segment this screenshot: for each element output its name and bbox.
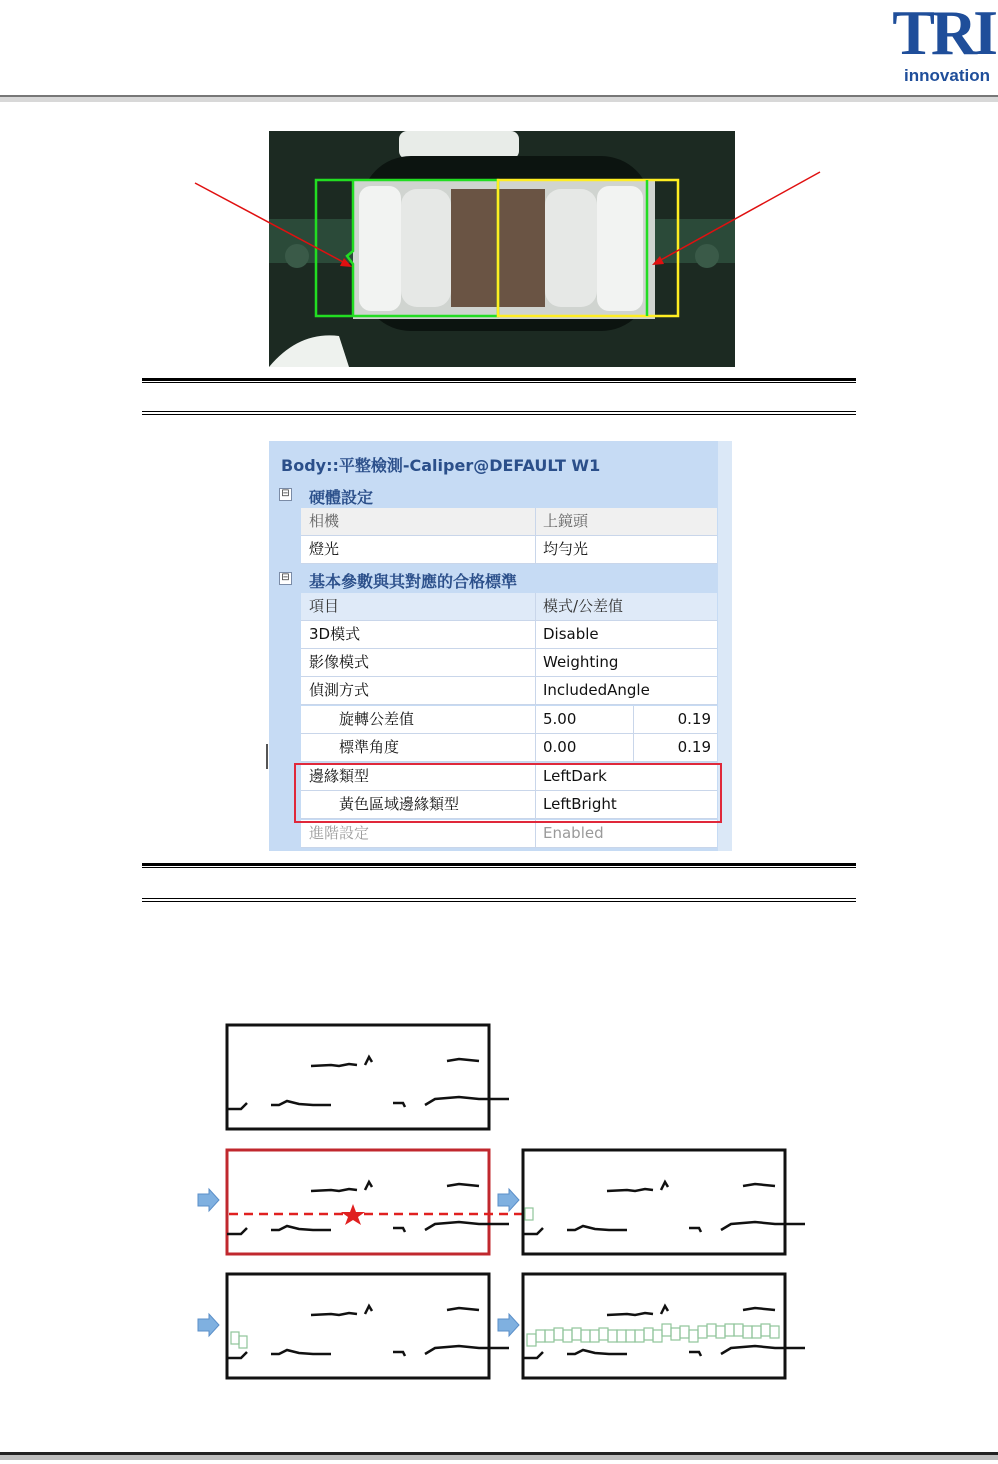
edge-scan-diagram	[195, 1012, 815, 1392]
category-label: 硬體設定	[309, 488, 374, 507]
grid-title: Body::平整檢測-Caliper@DEFAULT W1	[281, 456, 601, 475]
property-row-advanced[interactable]	[301, 820, 717, 848]
logo-tagline: innovation	[904, 66, 990, 85]
property-row-camera[interactable]	[301, 508, 717, 536]
property-row-detect-method[interactable]	[301, 677, 717, 705]
collapse-icon[interactable]: ⊟	[279, 488, 292, 501]
property-name: 影像模式	[301, 649, 536, 676]
blue-arrow-icon	[498, 1189, 519, 1211]
category-hardware[interactable]	[269, 481, 718, 509]
property-name: 邊緣類型	[301, 763, 536, 790]
scan-boxes	[527, 1324, 779, 1346]
separator	[142, 863, 856, 868]
property-name: 燈光	[301, 536, 536, 563]
property-value[interactable]: LeftBright	[543, 795, 617, 813]
property-name: 相機	[301, 508, 536, 535]
separator	[142, 378, 856, 383]
property-header-row	[301, 593, 717, 621]
property-extra[interactable]: 0.19	[677, 710, 711, 728]
category-basic-params[interactable]	[269, 565, 718, 593]
property-value[interactable]: LeftDark	[543, 767, 607, 785]
property-row-rotation-tolerance[interactable]	[301, 706, 717, 734]
blue-arrow-icon	[198, 1314, 219, 1336]
header-name: 項目	[301, 593, 536, 620]
property-extra[interactable]: 0.19	[677, 738, 711, 756]
property-row-image-mode[interactable]	[301, 649, 717, 677]
property-row-3d-mode[interactable]	[301, 621, 717, 649]
property-name: 標準角度	[301, 734, 536, 761]
margin-tick	[266, 744, 268, 769]
property-value[interactable]: 0.00	[536, 734, 634, 761]
diagram-frame	[227, 1274, 489, 1378]
property-value[interactable]: Weighting	[543, 653, 619, 671]
separator	[142, 411, 856, 415]
separator	[142, 898, 856, 902]
diagram-frame	[523, 1150, 785, 1254]
property-value: 均勻光	[543, 540, 589, 558]
blue-arrow-icon	[498, 1314, 519, 1336]
property-value[interactable]: 5.00	[536, 706, 634, 733]
logo-mark: TRI	[892, 0, 994, 68]
property-name: 旋轉公差值	[301, 706, 536, 733]
diagram-frame	[227, 1025, 489, 1129]
property-value[interactable]: Disable	[543, 625, 599, 643]
property-value[interactable]: IncludedAngle	[543, 681, 650, 699]
red-star-icon	[341, 1204, 365, 1225]
blue-arrow-icon	[198, 1189, 219, 1211]
property-name: 黃色區域邊緣類型	[301, 791, 536, 818]
property-name: 進階設定	[301, 820, 536, 847]
property-row-light[interactable]	[301, 536, 717, 564]
header-rule	[0, 95, 998, 102]
tri-logo	[876, 2, 994, 86]
property-row-standard-angle[interactable]	[301, 734, 717, 762]
property-name: 3D模式	[301, 621, 536, 648]
property-value: 上鏡頭	[543, 512, 589, 530]
collapse-icon[interactable]: ⊟	[279, 572, 292, 585]
footer-rule	[0, 1452, 998, 1460]
component-photo	[269, 131, 735, 367]
property-name: 偵測方式	[301, 677, 536, 704]
category-label: 基本參數與其對應的合格標準	[309, 572, 518, 591]
edge-type-highlight-box	[294, 763, 722, 823]
property-value[interactable]: Enabled	[543, 824, 604, 842]
diagram-frame-start	[227, 1150, 489, 1254]
header-value: 模式/公差值	[543, 597, 624, 615]
